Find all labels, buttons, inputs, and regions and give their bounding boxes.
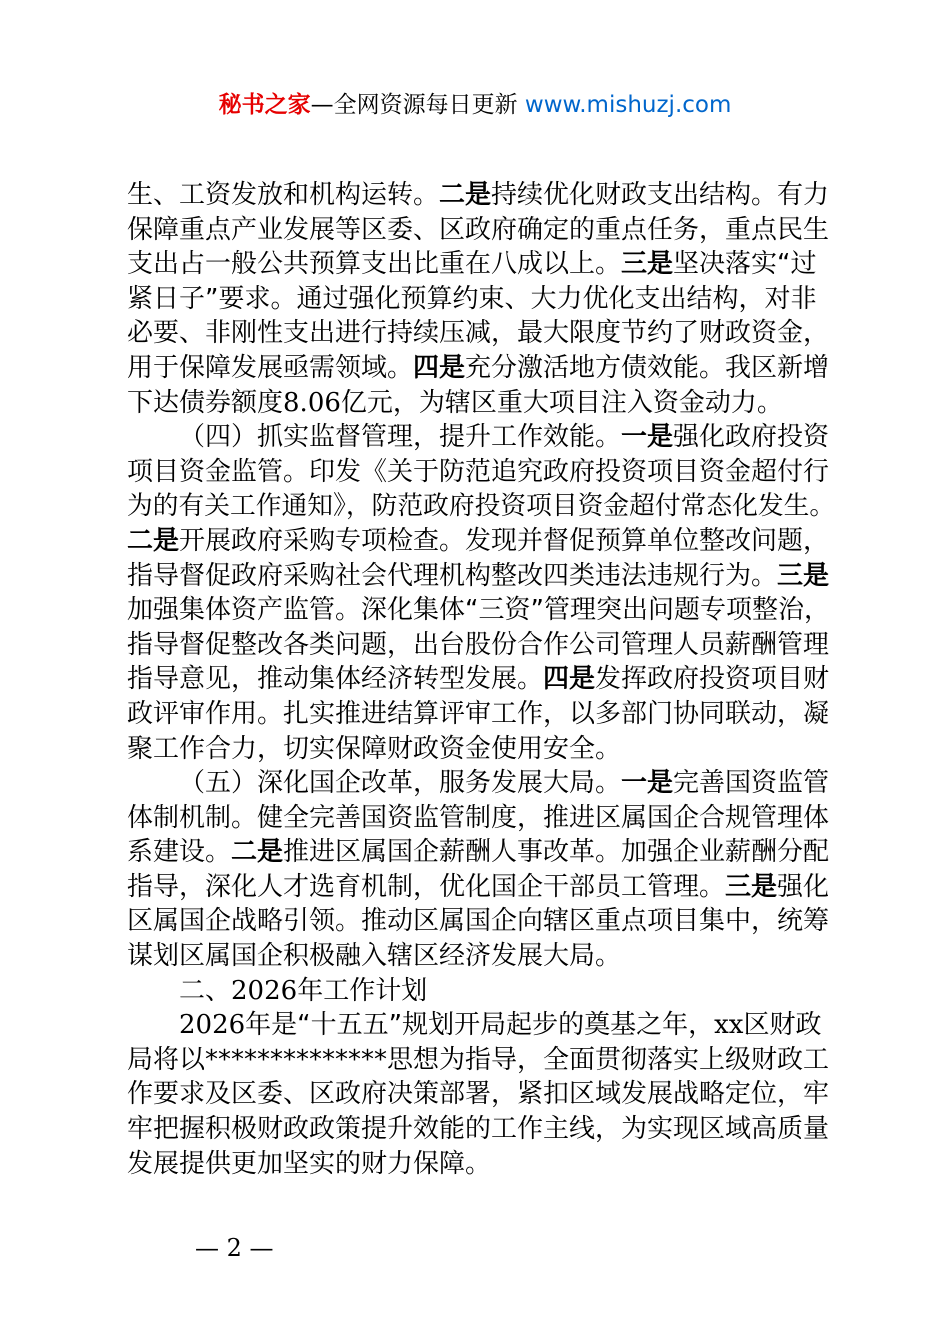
bold-marker: 二是 (127, 525, 180, 556)
header-tagline: —全网资源每日更新 (310, 92, 518, 118)
text-segment: 下达债券额度 (127, 387, 284, 418)
text-line (127, 939, 837, 974)
text-segment: 强化政府投资 (673, 422, 830, 453)
text-line (127, 351, 837, 386)
text-segment: 2026 (231, 975, 298, 1006)
text-line (127, 1008, 837, 1043)
text-segment: xx (714, 1010, 744, 1041)
bold-marker: 一是 (621, 768, 674, 799)
text-line (127, 870, 837, 905)
text-line (127, 524, 837, 559)
text-line (127, 628, 837, 663)
text-line (127, 593, 837, 628)
text-segment: 聚工作合力，切实保障财政资金使用安全。 (127, 733, 622, 764)
bold-marker: 四是 (413, 352, 466, 383)
text-segment: 生、工资发放和机构运转。 (127, 180, 440, 210)
text-segment: 系建设。 (127, 837, 232, 868)
bold-marker: 一是 (621, 422, 674, 453)
document-body (127, 178, 837, 1181)
text-line (127, 316, 837, 351)
text-line (127, 213, 837, 248)
site-header (0, 88, 950, 122)
text-line (127, 974, 837, 1009)
text-line (127, 835, 837, 870)
site-url-link[interactable]: www.mishuzj.com (517, 92, 732, 118)
bold-marker: 二是 (231, 837, 284, 868)
text-line (127, 732, 837, 767)
text-segment: 推进区属国企薪酬人事改革。加强企业薪酬分配 (283, 837, 830, 868)
bold-marker: 四是 (543, 664, 596, 695)
text-segment: 政评审作用。扎实推进结算评审工作，以多部门协同联动，凝 (127, 698, 830, 729)
text-segment: （五）深化国企改革，服务发展大局。 (179, 768, 622, 799)
text-line (127, 1147, 837, 1182)
text-segment: 保障重点产业发展等区委、区政府确定的重点任务，重点民生 (127, 214, 830, 245)
text-segment: 为的有关工作通知》，防范政府投资项目资金超付常态化发生。 (127, 491, 836, 522)
text-line (127, 559, 837, 594)
text-line (127, 801, 837, 836)
text-segment: 牢把握积极财政政策提升效能的工作主线，为实现区域高质量 (127, 1114, 830, 1145)
text-segment: 局将以**************思想为指导，全面贯彻落实上级财政工 (127, 1044, 830, 1075)
text-segment: 区属国企战略引领。推动区属国企向辖区重点项目集中，统筹 (127, 906, 830, 937)
text-line (127, 1077, 837, 1112)
text-segment: 指导督促政府采购社会代理机构整改四类违法违规行为。 (127, 560, 778, 591)
text-line (127, 247, 837, 282)
text-line (127, 1112, 837, 1147)
text-segment: 年是“十五五”规划开局起步的奠基之年， (245, 1010, 715, 1041)
text-segment: 指导意见，推动集体经济转型发展。 (127, 664, 544, 695)
text-segment: 指导，深化人才选育机制，优化国企干部员工管理。 (127, 871, 726, 902)
text-segment: 完善国资监管 (673, 768, 830, 799)
text-segment: 2026 (179, 1010, 246, 1041)
text-line (127, 489, 837, 524)
text-segment: 紧日子”要求。通过强化预算约束、大力优化支出结构，对非 (127, 283, 817, 314)
text-segment: 用于保障发展亟需领域。 (127, 352, 414, 383)
text-segment: 坚决落实“过 (673, 249, 817, 280)
text-segment: 充分激活地方债效能。我区新增 (465, 352, 830, 383)
text-line (127, 420, 837, 455)
text-segment: 亿元，为辖区重大项目注入资金动力。 (340, 387, 783, 418)
text-line (127, 662, 837, 697)
bold-marker: 二是 (439, 180, 492, 210)
brand-name: 秘书之家 (218, 92, 311, 118)
text-line (127, 766, 837, 801)
text-segment: 支出占一般公共预算支出比重在八成以上。 (127, 249, 622, 280)
text-segment: 发挥政府投资项目财 (595, 664, 830, 695)
text-segment: 项目资金监管。印发《关于防范追究政府投资项目资金超付行 (127, 456, 830, 487)
text-line (127, 697, 837, 732)
text-segment: 发展提供更加坚实的财力保障。 (127, 1148, 492, 1179)
page-number: — 2 — (195, 1234, 274, 1262)
text-segment: 开展政府采购专项检查。发现并督促预算单位整改问题， (179, 525, 830, 556)
bold-marker: 三是 (777, 560, 830, 591)
text-segment: 二、 (179, 975, 232, 1006)
text-segment: 体制机制。健全完善国资监管制度，推进区属国企合规管理体 (127, 802, 830, 833)
text-segment: 强化 (777, 871, 830, 902)
text-line (127, 178, 837, 213)
bold-marker: 三是 (621, 249, 674, 280)
text-line (127, 386, 837, 421)
text-segment: 指导督促整改各类问题，出台股份合作公司管理人员薪酬管理 (127, 629, 830, 660)
text-line (127, 455, 837, 490)
text-segment: 区财政 (743, 1010, 822, 1041)
text-segment: 作要求及区委、区政府决策部署，紧扣区域发展战略定位，牢 (127, 1079, 830, 1110)
text-segment: （四）抓实监督管理，提升工作效能。 (179, 422, 622, 453)
text-line (127, 282, 837, 317)
text-line (127, 1043, 837, 1078)
text-segment: 谋划区属国企积极融入辖区经济发展大局。 (127, 941, 622, 972)
text-line (127, 904, 837, 939)
text-segment: 8.06 (283, 387, 341, 418)
text-segment: 持续优化财政支出结构。有力 (491, 180, 830, 210)
text-segment: 加强集体资产监管。深化集体“三资”管理突出问题专项整治， (127, 595, 830, 626)
bold-marker: 三是 (725, 871, 778, 902)
text-segment: 必要、非刚性支出进行持续压减，最大限度节约了财政资金， (127, 318, 830, 349)
text-segment: 年工作计划 (297, 975, 428, 1006)
